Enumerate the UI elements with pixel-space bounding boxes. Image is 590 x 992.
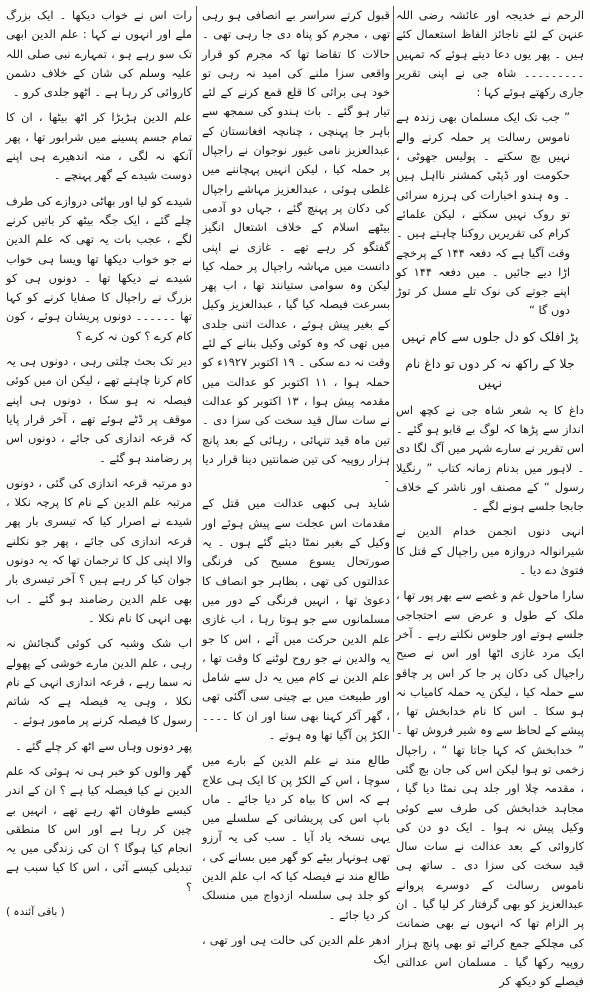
paragraph: رات اس نے خواب دیکھا ۔ ایک بزرگ ملے اور انہوں نے کہا : علم الدین ابھی تک سو رہے ہو ، تمہارے نبی صلی اللہ علیہ وسلم کی شان کے خلاف دشمن کاروائی کر رہا ہے ۔ اٹھو جلدی کرو ۔ bbox=[6, 8, 192, 100]
paragraph: قبول کرتے سراسر بے انصافی ہو رہی تھی ، مجرم کو پناہ دی جا رہی تھی ۔ حالات کا تقاضا تھا کہ مجرم کو قرار واقعی سزا ملنے کی امید نہ رہی تو خود ہی برائی کا قلع قمع کرنے کے لئے تیار ہو گئے ۔ بات ہندو کی سمجھ سے باہر جا پہنچی ، چنانچہ افغانستان کے عبدالعزیز نامی غیور نوجوان نے راجپال پر حملہ کیا ، لیکن انہیں پہچاننے میں غلطی ہوئی ، عبدالعزیز مہاشے راجپال کی دکان پر پہنچ گئے ، جہاں دو آدمی بیٹھے اسلام کے خلاف اشتعال انگیز گفتگو کر رہے تھے ۔ غازی نے اپنی دانست میں مہاشہ راجپال پر حملہ کیا لیکن وہ سوامی ستیانند تھا ، اب پھر بسرعت فیصلہ کیا گیا ، عبدالعزیز وکیل کے بغیر پیش ہوئے ، عدالت اتنی جلدی میں تھی کہ وہ کوئی وکیل بنانے کے لئے وقت نہ دے سکی ۔ ۱۹ اکتوبر ۱۹۲۷ء کو حملہ ہوا ، ۱۱ اکتوبر کو عدالت میں مقدمہ پیش ہوا ، ۱۳ اکتوبر کو عدالت نے سات سال قید سخت کی سزا دی ۔ تین ماہ قید تنہائی ، رہائی کے بعد پانچ ہزار روپیہ کی تین ضمانتیں دینا قرار دیا ۔ bbox=[202, 8, 391, 486]
speech-quote: ” جب تک ایک مسلمان بھی زندہ ہے ناموس رسالت پر حملہ کرنے والے نہیں بچ سکتے ۔ پولیس جھوٹی ، حکومت اور ڈپٹی کمشنر نااہل ہیں ۔ وہ ہندو اخبارات کی ہرزہ سرائی تو روک نہیں سکتے ، لیکن علمائے کرام کی تقریریں روکنا چاہتے ہیں ۔ وقت آگیا ہے کہ دفعہ ۱۴۴ کے پرخچے اڑا دیے جائیں ۔ میں دفعہ ۱۴۴ کو اپنے جوتے کی نوک تلے مسل کر توڑ دوں گا “ bbox=[396, 110, 570, 318]
paragraph: داغ کا یہ شعر شاہ جی نے کچھ اس انداز سے پڑھا کہ لوگ بے قابو ہو گئے ۔ اس تقریر نے سارے شہر میں آگ لگا دی ۔ لاہور میں بدنام زمانہ کتاب ” رنگیلا رسول “ کے مصنف اور ناشر کے خلاف جابجا جلسے ہونے لگے ۔ bbox=[396, 402, 584, 514]
column-left bbox=[6, 6, 192, 919]
column-divider bbox=[196, 6, 197, 732]
paragraph: انہی دنوں انجمن خدام الدین نے شیرانوالہ دروازہ میں راجپال کے قتل کا فتویٰ دے دیا ۔ bbox=[396, 524, 584, 578]
column-middle bbox=[202, 6, 391, 967]
paragraph: سارا ماحول غم و غصے سے بھر پور تھا ، ملک کے طول و عرض سے احتجاجی جلسے ہوتے اور جلوس نکلتے رہے ۔ آخر ایک مرد غازی اٹھا اور اس نے صبح راجپال کی دکان پر جا کر اس پر چاقو سے حملہ کیا ، لیکن یہ حملہ کامیاب نہ ہو سکا ۔ اس کا نام خدابخش تھا ، پیشے کے لحاظ سے وہ شیر فروش تھا ۔ ” خدابخش کہ کہا جاتا تھا “ ، راجپال زخمی تو ہوا لیکن اس کی جان بچ گئی ، مقدمہ چلا اور جلد ہی نمٹا دیا گیا ، مجاہد خدابخش کی طرف سے کوئی وکیل پیش نہ ہوا ۔ ایک دو دن کی کاروائی کے بعد عدالت نے سات سال قید سخت کی سزا دی ۔ ساتھ ہی ناموس رسالت کے دوسرے پروانے عبدالعزیز کو بھی گرفتار کر لیا گیا ۔ ان پر الزام تھا کہ انہوں نے بھی ضمانت کی مچلکے جمع کرائے تو بھی پانچ ہزار روپیہ رکھا گیا ۔ مسلمان اس عدالتی فیصلے کو دیکھ کر bbox=[396, 588, 584, 989]
verse-line: جلا کے راکھ نہ کر دوں تو داغ نام نہیں bbox=[405, 356, 575, 391]
column-right bbox=[396, 6, 584, 989]
paragraph: ادھر علم الدین کی حالت ہی اور تھی ، ایک bbox=[202, 932, 390, 967]
paragraph: شاید ہی کبھی عدالت میں قتل کے مقدمات اس عجلت سے پیش ہوئے اور وکیل کے بغیر نمٹا دیئے گئے ہوں ۔ یہ صورتحال یسوع مسیح کی فرنگی عدالتوں کی تھی ، بظاہر جو انصاف کا دعویٰ تھا ، انہیں فرنگی کے دور میں مسلمانوں سے جو ہوتا رہا ، اب غازی علم الدین حرکت میں آئے ، اس کا جو یہ والدین نے جو روح لوٹنے کا وقت تھا ، علم الدین نے کام میں یہ دل سے شامل اور طبیعت میں بے چینی سی آگئی تھی ، گھر آکر کہنا بھی سنا اور ان کا ۔۔۔۔ الکڑ پن آگیا تھا وہ ہوتے ۔ bbox=[202, 496, 390, 742]
paragraph: اب شک وشبہ کی کوئی گنجائش نہ رہی ، علم الدین مارے خوشی کے پھولے نہ سما رہے ، قرعہ اندازی انہی کے نام نکلا ، وہی یہ فیصلہ ہے کہ شاتم رسول کا فیصلہ کرنے پر مامور ہوئے ۔ bbox=[6, 636, 192, 728]
column-divider bbox=[393, 6, 394, 732]
continued-label: ( باقی آئندہ ) bbox=[6, 906, 65, 919]
paragraph: دو مرتبہ قرعہ اندازی کی گئی ، دونوں مرتبہ علم الدین کے نام کا پرچہ نکلا ، شیدے نے اصرار کیا کہ تیسری بار پھر قرعہ اندازی کی جائے ، پھر جو نکلنے والا اپنی کل کا ترجمان تھا کہ یہ دونوں جوان کیا کر رہے ہیں ؟ آخر تیسری بار بھی علم الدین رضامند ہو گئے ۔ اب بھی انہی کا نام نکلا ۔ bbox=[6, 475, 192, 625]
paragraph: شیدے کو لیا اور بھاٹی دروازے کی طرف چلے گئے ، ایک جگہ بیٹھ کر باتیں کرنے لگے ، عجب بات یہ تھی کہ علم الدین نے جو خواب دیکھا تھا ویسا ہی خواب شیدے نے دیکھا تھا ۔ دونوں ہی کو بزرگ نے راجپال کا صفایا کرنے کو کہا تھا ۔۔۔۔۔۔ دونوں پریشان ہوئے ، کون کام کرے ؟ کون نہ کرے ؟ bbox=[6, 193, 192, 343]
paragraph: علم الدین ہڑبڑا کر اٹھ بیٹھا ، ان کا تمام جسم پسینے میں شرابور تھا ، پھر آنکھ نہ لگی ، منہ اندھیرے ہی اپنے دوست شیدے کے گھر پہنچے ۔ bbox=[6, 110, 192, 183]
paragraph: طالع مند نے علم الدین کے بارے میں سوچا ، اس کے الکڑ پن کا ایک ہی علاج ہے کہ اس کا بیاہ کر دیا جائے ۔ ماں باپ اس کی پریشانی کے سلسلے میں یہی نسخہ یاد آیا ۔ سب کی یہ آرزو تھی ہونہار بیٹے کو گھر میں بسانے کی ، طالع مند نے فیصلہ کیا کہ اب علم الدین کو جلد ہی سلسلہ ازدواج میں منسلک کر دیا جائے ۔ bbox=[202, 753, 390, 922]
paragraph: دیر تک بحث چلتی رہی ، دونوں ہی یہ کام کرنا چاہتے تھے ، لیکن ان میں کوئی فیصلہ نہ ہو سکا ، دونوں ہی اپنے موقف پر ڈٹے ہوئے تھے ، آخر قرار پایا کہ قرعہ اندازی کی جائے ، دونوں اس پر رضامند ہو گئے ۔ bbox=[6, 354, 192, 465]
paragraph: گھر والوں کو خبر ہی نہ ہوئی کہ علم الدین نے کیا فیصلہ کیا ہے ؟ ان کے اندر کیسے طوفان اٹھ رہے تھے ، انہیں بے چین کر رہا ہے اور اس کا منطقی انجام کیا ہوگا ؟ ان کی زندگی میں یہ تبدیلی کیسے آئی ، اس کا کیا سبب ہے ؟ bbox=[6, 763, 192, 894]
paragraph: الرحم نے خدیجہ اور عائشہ رضی اللہ عنہن کے لئے ناجائز الفاظ استعمال کئے ہیں ۔ پھر یوں دعا دیتے ہوئے کہ تمہیں ۔۔۔۔۔۔۔۔۔ شاہ جی نے اپنی تقریر جاری رکھتے ہوئے کہا : bbox=[396, 8, 584, 100]
paragraph: پھر دونوں وہاں سے اٹھ کر چلے گئے ۔ bbox=[15, 738, 192, 753]
verse-line: پڑ افلک کو دل جلوں سے کام نہیں bbox=[401, 328, 579, 344]
